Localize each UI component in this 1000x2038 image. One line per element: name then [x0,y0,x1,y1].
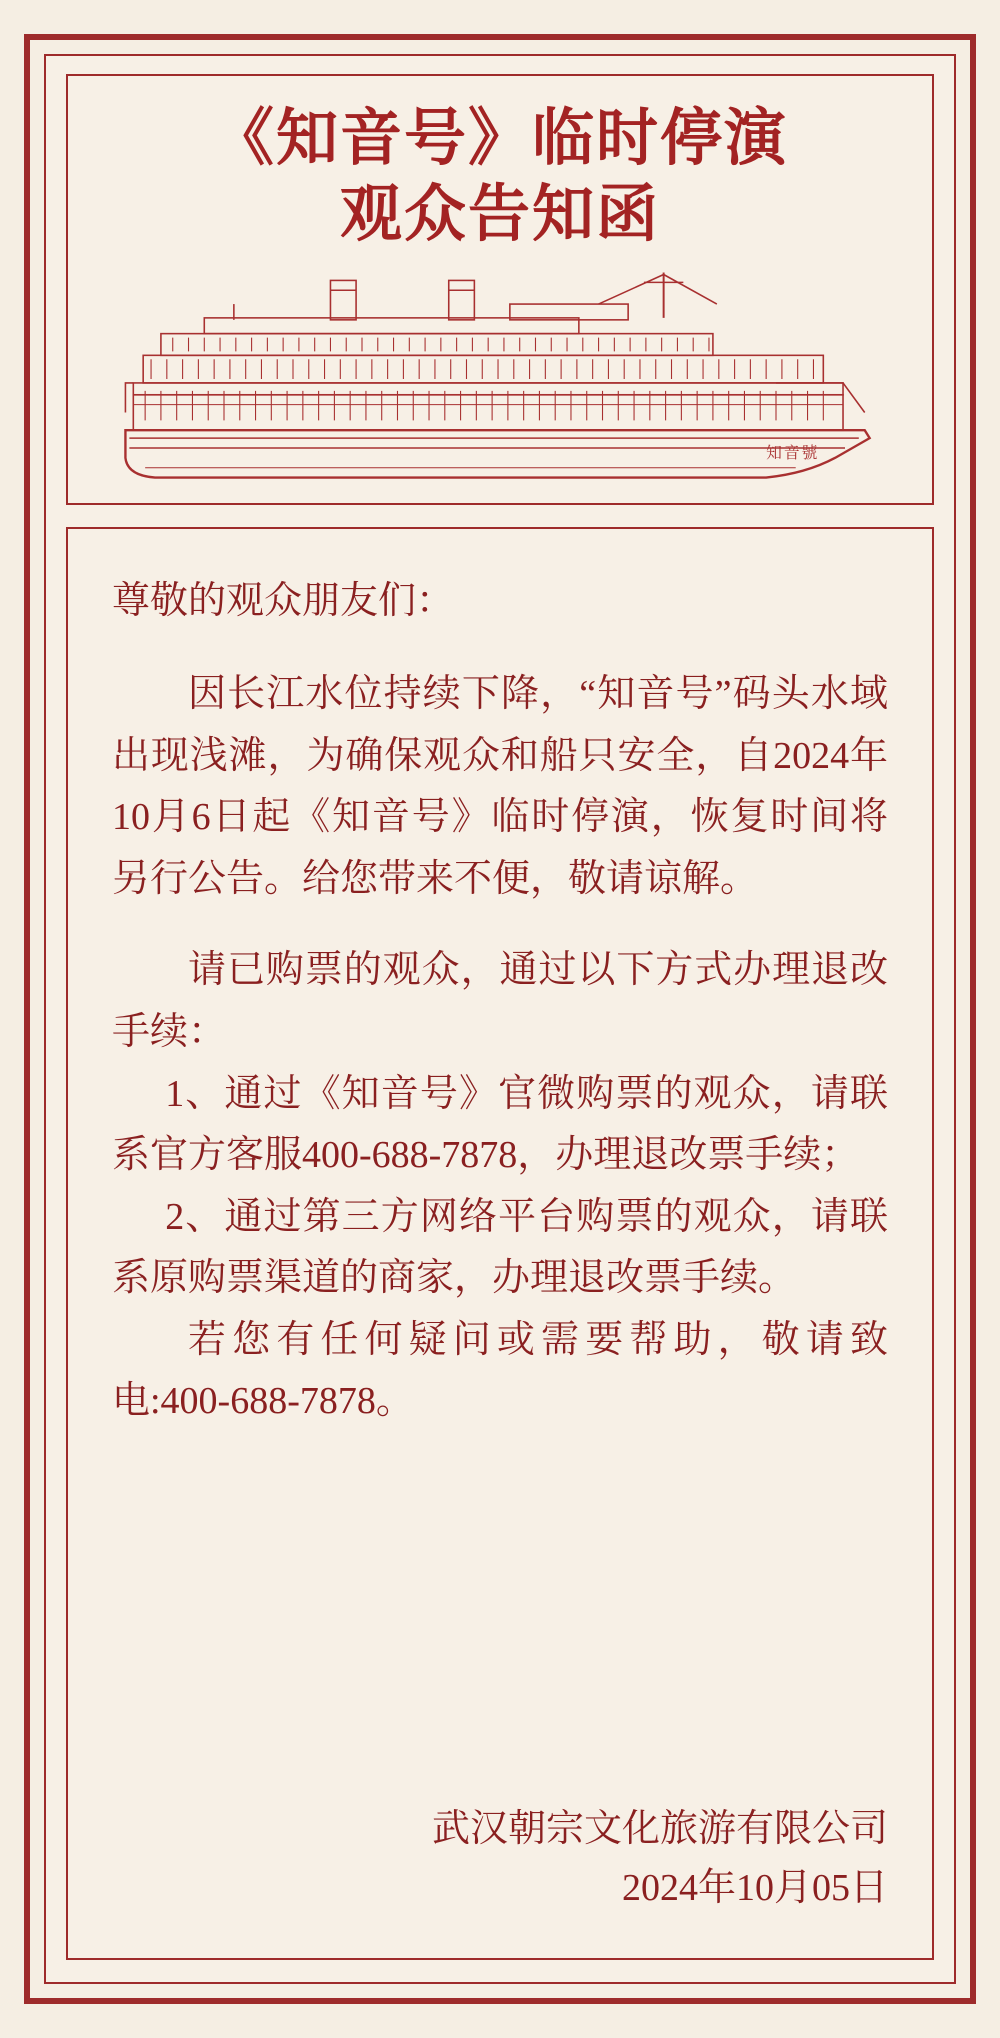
ship-illustration [86,263,914,493]
header-panel [66,74,934,505]
paragraph-reason: 因长江水位持续下降，“知音号”码头水域出现浅滩，为确保观众和船只安全，自2024年10月6日起《知音号》临时停演，恢复时间将另行公告。给您带来不便，敬请谅解。 [112,673,888,900]
body-spacer [112,1463,888,1760]
signature-date: 2024年10月05日 [621,1867,888,1910]
signature-block [112,1800,888,1918]
page-title [86,102,914,253]
paragraph-refund-intro: 请已购票的观众，通过以下方式办理退改手续： [112,949,888,1053]
outer-border [24,34,976,2004]
ship-name-label: 知音號 [766,445,820,463]
title-line-2: 观众告知函 [339,180,660,249]
notice-body-panel [66,527,934,1960]
list-item: 1、通过《知音号》官微购票的观众，请联系官方客服400-688-7878，办理退改票手续； [112,1072,888,1177]
paragraph-hotline: 若您有任何疑问或需要帮助，敬请致电:400-688-7878。 [112,1318,888,1423]
salutation: 尊敬的观众朋友们： [112,580,455,623]
title-line-1: 《知音号》临时停演 [211,105,788,173]
list-item: 2、通过第三方网络平台购票的观众，请联系原购票渠道的商家，办理退改票手续。 [112,1195,888,1300]
signature-company: 武汉朝宗文化旅游有限公司 [431,1808,888,1851]
inner-border [44,54,956,1984]
